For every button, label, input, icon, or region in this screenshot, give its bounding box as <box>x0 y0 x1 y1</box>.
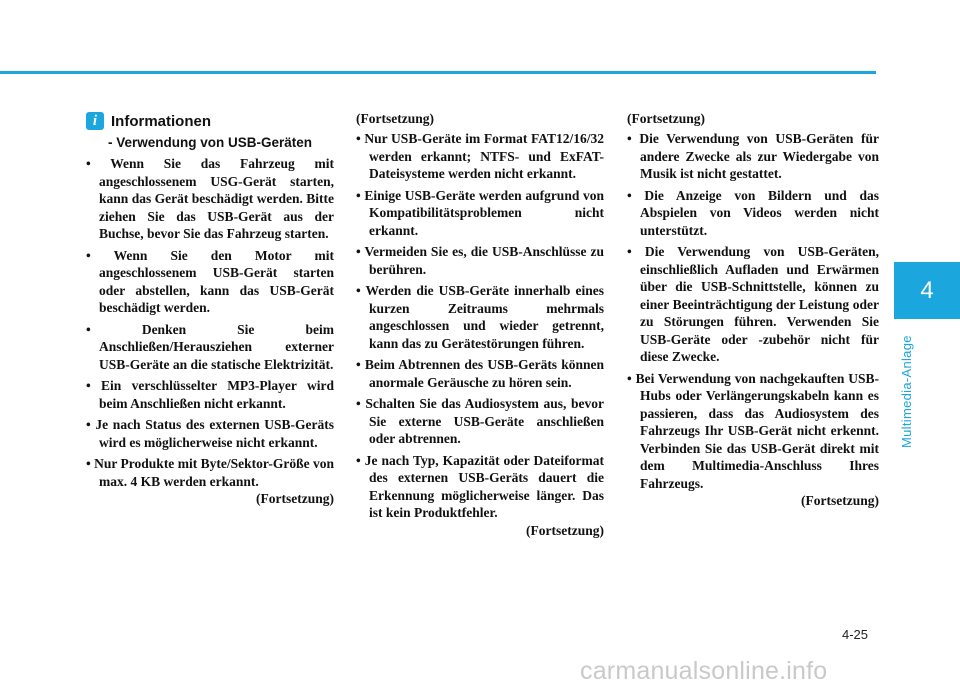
bullet-list-1 <box>86 155 334 490</box>
list-item: • Einige USB-Geräte werden aufgrund von Kompatibilitätsproblemen nicht erkannt. <box>356 187 604 238</box>
list-item: • Wenn Sie den Motor mit angeschlossenem USB-Gerät starten oder abstellen, kann das USB-Gerät beschädigt werden. <box>86 247 334 315</box>
list-item: • Denken Sie beim Anschließen/Herausziehen externer USB-Geräte an die statische Elektrizität. <box>86 321 334 372</box>
column-2 <box>356 110 604 539</box>
list-item: • Bei Verwendung von nachgekauften USB-Hubs oder Verlängerungskabeln kann es passieren, dass das Audiosystem des Fahrzeugs Ihr USB-Gerät nicht erkennt. Verbinden Sie das USB-Gerät direkt mit dem Multimedia-Anschluss Ihres Fahrzeugs. <box>627 370 879 491</box>
list-item: • Die Verwendung von USB-Geräten für andere Zwecke als zur Wiedergabe von Musik ist nicht gestattet. <box>627 131 879 181</box>
chapter-tab <box>894 262 960 319</box>
list-item: • Die Anzeige von Bildern und das Abspielen von Videos werden nicht unterstützt. <box>627 187 879 238</box>
list-item: • Je nach Status des externen USB-Geräts wird es möglicherweise nicht erkannt. <box>86 417 334 450</box>
list-item: • Die Verwendung von USB-Geräten, einschließlich Aufladen und Erwärmen über die USB-Schnittstelle, können zu einer Beeinträchtigung der Leistung oder zu Störungen führen. Verwenden Sie USB-Geräte oder -zubehör nicht für diese Zwecke. <box>627 244 879 364</box>
continued-header: (Fortsetzung) <box>356 111 434 126</box>
bullet-list-2 <box>356 130 604 522</box>
list-item: • Beim Abtrennen des USB-Geräts können anormale Geräusche zu hören sein. <box>356 357 604 390</box>
continued-footer: (Fortsetzung) <box>801 493 879 508</box>
page-number: 4-25 <box>842 627 869 642</box>
bullet-list-3 <box>627 130 879 492</box>
list-item: • Schalten Sie das Audiosystem aus, bevor Sie externe USB-Geräte anschließen oder abtrennen. <box>356 396 604 446</box>
chapter-title: Multimedia-Anlage <box>899 335 914 448</box>
continued-header: (Fortsetzung) <box>627 111 705 126</box>
list-item: • Vermeiden Sie es, die USB-Anschlüsse zu berühren. <box>356 244 604 277</box>
continued-footer: (Fortsetzung) <box>256 491 334 506</box>
info-icon: i <box>86 112 104 130</box>
column-1 <box>86 110 334 508</box>
list-item: • Ein verschlüsselter MP3-Player wird beim Anschließen nicht erkannt. <box>86 378 334 411</box>
info-title: Informationen <box>111 112 211 130</box>
column-3 <box>627 110 879 510</box>
list-item: • Wenn Sie das Fahrzeug mit angeschlossenem USG-Gerät starten, kann das Gerät beschädigt werden. Bitte ziehen Sie das USB-Gerät aus der Buchse, bevor Sie das Fahrzeug starten. <box>86 156 334 241</box>
continued-footer: (Fortsetzung) <box>526 522 604 538</box>
chapter-number: 4 <box>920 276 934 304</box>
list-item: • Nur USB-Geräte im Format FAT12/16/32 werden erkannt; NTFS- und ExFAT-Dateisysteme werden nicht erkannt. <box>356 131 604 181</box>
info-subtitle: - Verwendung von USB-Geräten <box>108 135 313 150</box>
header-rule <box>0 71 876 74</box>
list-item: • Je nach Typ, Kapazität oder Dateiformat des externen USB-Geräts dauert die Erkennung möglicherweise länger. Das ist kein Produktfehler. <box>356 452 604 520</box>
info-header <box>86 110 334 132</box>
list-item: • Werden die USB-Geräte innerhalb eines kurzen Zeitraums mehrmals angeschlossen und wieder getrennt, kann das zu Gerätestörungen führen. <box>356 283 604 351</box>
watermark: carmanualsonline.info <box>580 657 828 685</box>
list-item: • Nur Produkte mit Byte/Sektor-Größe von max. 4 KB werden erkannt. <box>86 456 334 489</box>
